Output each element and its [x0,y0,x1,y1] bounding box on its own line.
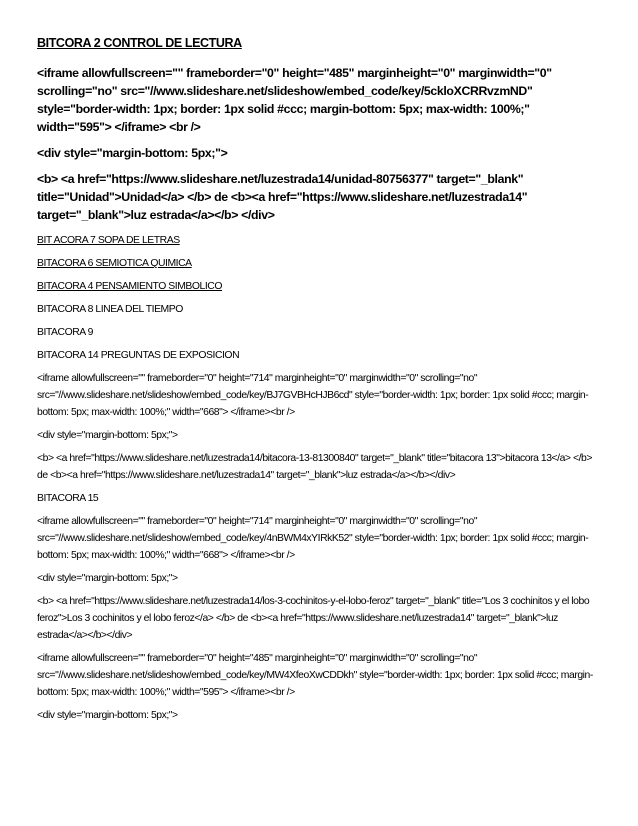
iframe-code-block-1: <iframe allowfullscreen="" frameborder="0" height="485" marginheight="0" marginwidth="0" scrolling="no" src="//www.slideshare.net/slideshow/embed_code/key/5ckloXCRRvzmND" style="border-width: 1px; border: 1px solid #ccc; margin-bottom: 5px; max-width: 100%;" width="595"> </iframe> <br /> [37,66,552,134]
document-title: BITCORA 2 CONTROL DE LECTURA [37,36,242,50]
section-heading-bitacora-8: BITACORA 8 LINEA DEL TIEMPO [37,304,183,315]
iframe-code-block-4: <iframe allowfullscreen="" frameborder="0" height="485" marginheight="0" marginwidth="0" scrolling="no" src="//www.slideshare.net/slideshow/embed_code/key/MW4XfeoXwCDDkh" style="border-width: 1px; border: 1px solid #ccc; margin-bottom: 5px; max-width: 100%;" width="595"> </iframe><br /> [37,653,593,698]
document-body [37,34,603,730]
section-heading-bitacora-9: BITACORA 9 [37,327,93,338]
div-open-code-4: <div style="margin-bottom: 5px;"> [37,710,178,721]
section-heading-bitacora-4: BITACORA 4 PENSAMIENTO SIMBOLICO [37,281,222,292]
link-code-block-3: <b> <a href="https://www.slideshare.net/luzestrada14/los-3-cochinitos-y-el-lobo-feroz" target="_blank" title="Los 3 cochinitos y el lobo feroz">Los 3 cochinitos y el lobo feroz</a> </b> de <b><a href="https://www.slideshare.net/luzestrada14" target="_blank">luz estrada</a></b></div> [37,596,590,641]
div-open-code-2: <div style="margin-bottom: 5px;"> [37,430,178,441]
link-code-block-2: <b> <a href="https://www.slideshare.net/luzestrada14/bitacora-13-81300840" target="_blank" title="bitacora 13">bitacora 13</a> </b> de <b><a href="https://www.slideshare.net/luzestrada14" target="_blank">luz estrada</a></b></div> [37,453,592,481]
iframe-code-block-3: <iframe allowfullscreen="" frameborder="0" height="714" marginheight="0" marginwidth="0" scrolling="no" src="//www.slideshare.net/slideshow/embed_code/key/4nBWM4xYIRkK52" style="border-width: 1px; border: 1px solid #ccc; margin-bottom: 5px; max-width: 100%;" width="668"> </iframe><br /> [37,516,589,561]
link-code-block-1: <b> <a href="https://www.slideshare.net/luzestrada14/unidad-80756377" target="_blank" title="Unidad">Unidad</a> </b> de <b><a href="https://www.slideshare.net/luzestrada14" target="_blank">luz estrada</a></b> </div> [37,172,528,222]
iframe-code-block-2: <iframe allowfullscreen="" frameborder="0" height="714" marginheight="0" marginwidth="0" scrolling="no" src="//www.slideshare.net/slideshow/embed_code/key/BJ7GVBHcHJB6cd" style="border-width: 1px; border: 1px solid #ccc; margin-bottom: 5px; max-width: 100%;" width="668"> </iframe><br /> [37,373,589,418]
section-heading-bitacora-6: BITACORA 6 SEMIOTICA QUIMICA [37,258,192,269]
section-heading-bitacora-15: BITACORA 15 [37,493,99,504]
div-open-code-1: <div style="margin-bottom: 5px;"> [37,146,228,160]
section-heading-bitacora-7: BIT ACORA 7 SOPA DE LETRAS [37,235,180,246]
div-open-code-3: <div style="margin-bottom: 5px;"> [37,573,178,584]
section-heading-bitacora-14: BITACORA 14 PREGUNTAS DE EXPOSICION [37,350,240,361]
